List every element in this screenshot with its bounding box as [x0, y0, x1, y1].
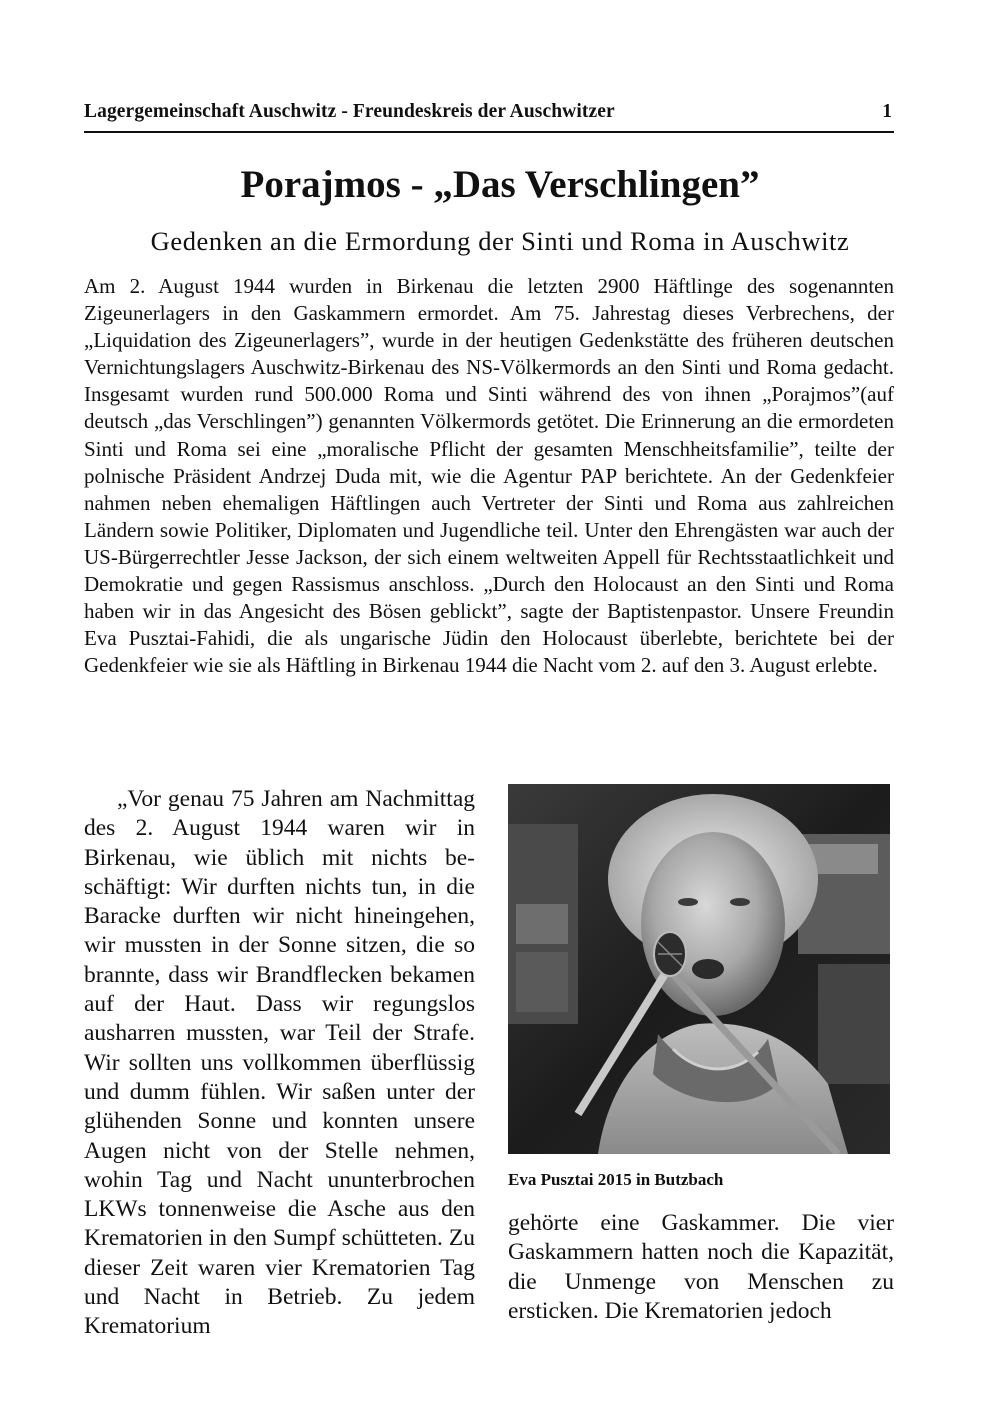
article-title: Porajmos - „Das Verschlingen”	[240, 163, 760, 206]
photo-caption: Eva Pusztai 2015 in Butzbach	[508, 1170, 724, 1189]
page-number: 1	[882, 101, 892, 122]
article-subtitle: Gedenken an die Ermordung der Sinti und Roma in Auschwitz	[150, 226, 850, 256]
portrait-photo	[508, 784, 890, 1154]
publication-title: Lagergemeinschaft Auschwitz - Freundeskreis der Auschwitzer	[84, 101, 615, 122]
quote-column-right: gehörte eine Gaskammer. Die vier Gaskammern hatten noch die Kapazität, die Unmenge von Menschen zu ersticken. Die Krematorien jedoch	[508, 1210, 894, 1324]
quote-column-left: „Vor genau 75 Jahren am Nachmittag des 2. August 1944 waren wir in Birkenau, wie üblich mit nichts beschäftigt: Wir durften nichts tun, in die Baracke durften wir nicht hineingehen, wir mussten in der Sonne sitzen, die so brannte, dass wir Brandflecken bekamen auf der Haut. Dass wir regungslos ausharren mussten, war Teil der Strafe. Wir sollten uns vollkommen überflüssig und dumm fühlen. Wir saßen unter der glühenden Sonne und konnten unsere Augen nicht von der Stelle nehmen, wohin Tag und Nacht ununterbrochen LKWs tonnenweise die Asche aus den Krematorien in den Sumpf schütteten. Zu dieser Zeit waren vier Krematorien Tag und Nacht in Betrieb. Zu jedem Krematorium	[84, 786, 475, 1340]
intro-paragraph: Am 2. August 1944 wurden in Birkenau die letzten 2900 Häftlinge des sogenannten Zigeunerlagers in den Gaskammern ermordet. Am 75. Jahrestag dieses Verbrechens, der „Liquidation des Zigeunerlagers”, wurde in der heutigen Gedenkstätte des früheren deutschen Vernichtungslagers Auschwitz-Birkenau des NS-Völkermords an den Sinti und Roma gedacht. Insgesamt wurden rund 500.000 Roma und Sinti während des von ihnen „Porajmos”(auf deutsch „das Verschlingen”) genannten Völkermords getötet. Die Erinnerung an die ermordeten Sinti und Roma sei eine „moralische Pflicht der gesamten Menschheitsfamilie”, teilte der polnische Präsident Andrzej Duda mit, wie die Agentur PAP berichtete. An der Gedenkfeier nahmen neben ehemaligen Häftlingen auch Vertreter der Sinti und Roma aus zahlreichen Ländern sowie Politiker, Diplomaten und Jugendliche teil. Unter den Ehrengästen war auch der US-Bürgerrechtler Jesse Jackson, der sich einem weltweiten Appell für Rechtsstaatlichkeit und Demokratie und gegen Rassismus anschloss. „Durch den Holocaust an den Sinti und Roma haben wir in das Angesicht des Bösen geblickt”, sagte der Baptistenpastor. Unsere Freundin Eva Pusztai-Fahidi, die als ungarische Jüdin den Holocaust überlebte, berichtete bei der Gedenkfeier wie sie als Häftling in Birkenau 1944 die Nacht vom 2. auf den 3. August erlebte.	[84, 274, 894, 678]
photo-portrait-icon	[508, 784, 890, 1154]
running-header	[84, 101, 894, 133]
